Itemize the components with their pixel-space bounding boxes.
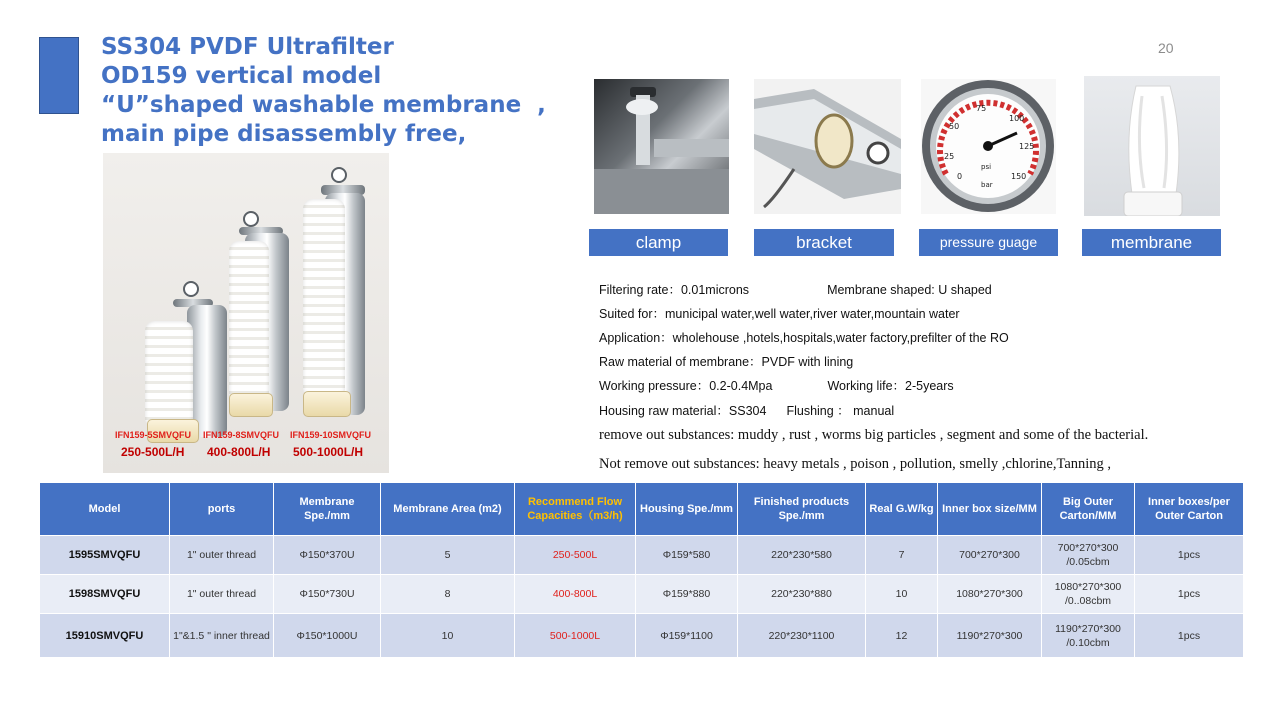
gauge-tick-150: 150 xyxy=(1011,172,1027,181)
header-membrane-area: Membrane Area (m2) xyxy=(381,483,515,536)
cell-finished-products: 220*230*1100 xyxy=(738,614,866,658)
working-life: Working life：2-5years xyxy=(827,379,954,393)
spec-line-housing xyxy=(599,401,894,419)
cell-ports: 1" outer thread xyxy=(170,575,274,614)
cell-real-gw: 12 xyxy=(866,614,938,658)
cell-flow: 400-800L xyxy=(515,575,636,614)
gauge-icon xyxy=(183,281,199,297)
title-line-4: main pipe disassembly free, xyxy=(101,121,467,147)
header-membrane-spec: Membrane Spe./mm xyxy=(274,483,381,536)
flow-label-5: 250-500L/H xyxy=(121,445,185,459)
flow-label-8: 400-800L/H xyxy=(207,445,271,459)
cell-membrane-spec: Φ150*1000U xyxy=(274,614,381,658)
gauge-unit-bar: bar xyxy=(981,181,993,189)
cell-flow: 250-500L xyxy=(515,536,636,575)
cell-big-outer-carton: 1190*270*300 /0.10cbm xyxy=(1042,614,1135,658)
spec-line-filtering xyxy=(599,280,992,298)
table-header-row xyxy=(40,483,1244,536)
cell-big-outer-carton: 700*270*300 /0.05cbm xyxy=(1042,536,1135,575)
housing-material: Housing raw material：SS304 xyxy=(599,404,767,418)
cell-housing-spec: Φ159*580 xyxy=(636,536,738,575)
product-photo xyxy=(103,153,389,473)
header-finished-products: Finished products Spe./mm xyxy=(738,483,866,536)
page-number: 20 xyxy=(1158,40,1174,56)
cell-inner-box: 700*270*300 xyxy=(938,536,1042,575)
working-pressure: Working pressure：0.2-0.4Mpa xyxy=(599,379,773,393)
title-accent-bar xyxy=(39,37,79,114)
cell-model: 1595SMVQFU xyxy=(40,536,170,575)
thumbnail-label-bracket: bracket xyxy=(754,229,894,256)
flushing: Flushing ： manual xyxy=(786,404,895,418)
spec-raw-material: Raw material of membrane：PVDF with lining xyxy=(599,355,854,369)
cell-finished-products: 220*230*580 xyxy=(738,536,866,575)
cell-model: 15910SMVQFU xyxy=(40,614,170,658)
gauge-icon xyxy=(331,167,347,183)
cell-housing-spec: Φ159*1100 xyxy=(636,614,738,658)
gauge-unit-psi: psi xyxy=(981,163,992,171)
spec-suited-for: Suited for：municipal water,well water,river water,mountain water xyxy=(599,307,960,321)
title-line-3: “U”shaped washable membrane , xyxy=(101,92,546,118)
gauge-tick-50: 50 xyxy=(949,122,960,131)
gauge-tick-75: 75 xyxy=(976,104,987,113)
model-label-5: IFN159-5SMVQFU xyxy=(115,430,192,440)
gauge-tick-125: 125 xyxy=(1019,142,1035,151)
cell-membrane-area: 5 xyxy=(381,536,515,575)
filtering-rate: Filtering rate：0.01microns xyxy=(599,283,750,297)
cell-real-gw: 10 xyxy=(866,575,938,614)
header-ports: ports xyxy=(170,483,274,536)
cell-membrane-spec: Φ150*730U xyxy=(274,575,381,614)
gauge-tick-100: 100 xyxy=(1009,114,1025,123)
title-line-1: SS304 PVDF Ultrafilter xyxy=(101,34,394,60)
gauge-tick-0: 0 xyxy=(957,172,963,181)
cell-membrane-area: 8 xyxy=(381,575,515,614)
cell-membrane-area: 10 xyxy=(381,614,515,658)
header-recommend-flow: Recommend Flow Capacities（m3/h) xyxy=(515,483,636,536)
membrane-shaped: Membrane shaped: U shaped xyxy=(827,283,992,297)
cell-inner-boxes-per-carton: 1pcs xyxy=(1135,614,1244,658)
gauge-tick-25: 25 xyxy=(944,152,955,161)
cell-ports: 1"&1.5 " inner thread xyxy=(170,614,274,658)
cell-ports: 1" outer thread xyxy=(170,536,274,575)
header-model: Model xyxy=(40,483,170,536)
header-big-outer-carton: Big Outer Carton/MM xyxy=(1042,483,1135,536)
bracket-photo-icon xyxy=(754,79,901,214)
membrane-photo-icon xyxy=(1084,76,1220,216)
cell-big-outer-carton: 1080*270*300 /0..08cbm xyxy=(1042,575,1135,614)
cell-inner-box: 1190*270*300 xyxy=(938,614,1042,658)
table-row xyxy=(40,575,1244,614)
header-inner-box: Inner box size/MM xyxy=(938,483,1042,536)
flow-label-10: 500-1000L/H xyxy=(293,445,364,459)
cell-real-gw: 7 xyxy=(866,536,938,575)
table-row xyxy=(40,536,1244,575)
title-line-2: OD159 vertical model xyxy=(101,63,382,89)
model-label-10: IFN159-10SMVQFU xyxy=(290,430,372,440)
cell-finished-products: 220*230*880 xyxy=(738,575,866,614)
remove-substances: remove out substances: muddy , rust , worms big particles , segment and some of the bacterial. xyxy=(599,427,1149,443)
cell-model: 1598SMVQFU xyxy=(40,575,170,614)
cell-inner-boxes-per-carton: 1pcs xyxy=(1135,536,1244,575)
cell-membrane-spec: Φ150*370U xyxy=(274,536,381,575)
spec-line-pressure xyxy=(599,376,954,394)
thumbnail-label-pressure-gauge: pressure guage xyxy=(919,229,1058,256)
pressure-gauge-photo-icon xyxy=(921,79,1056,214)
thumbnail-label-membrane: membrane xyxy=(1082,229,1221,256)
gauge-icon xyxy=(243,211,259,227)
cell-housing-spec: Φ159*880 xyxy=(636,575,738,614)
table-row xyxy=(40,614,1244,658)
model-label-8: IFN159-8SMVQFU xyxy=(203,430,280,440)
clamp-photo-icon xyxy=(594,79,729,214)
thumbnail-label-clamp: clamp xyxy=(589,229,728,256)
not-remove-substances: Not remove out substances: heavy metals , poison , pollution, smelly ,chlorine,Tanning , xyxy=(599,456,1112,472)
header-inner-boxes-per-carton: Inner boxes/per Outer Carton xyxy=(1135,483,1244,536)
page-title xyxy=(101,33,546,149)
header-real-gw: Real G.W/kg xyxy=(866,483,938,536)
cell-inner-boxes-per-carton: 1pcs xyxy=(1135,575,1244,614)
cell-inner-box: 1080*270*300 xyxy=(938,575,1042,614)
spec-application: Application：wholehouse ,hotels,hospitals,water factory,prefilter of the RO xyxy=(599,331,1009,345)
header-housing-spec: Housing Spe./mm xyxy=(636,483,738,536)
cell-flow: 500-1000L xyxy=(515,614,636,658)
specification-table xyxy=(39,482,1244,658)
